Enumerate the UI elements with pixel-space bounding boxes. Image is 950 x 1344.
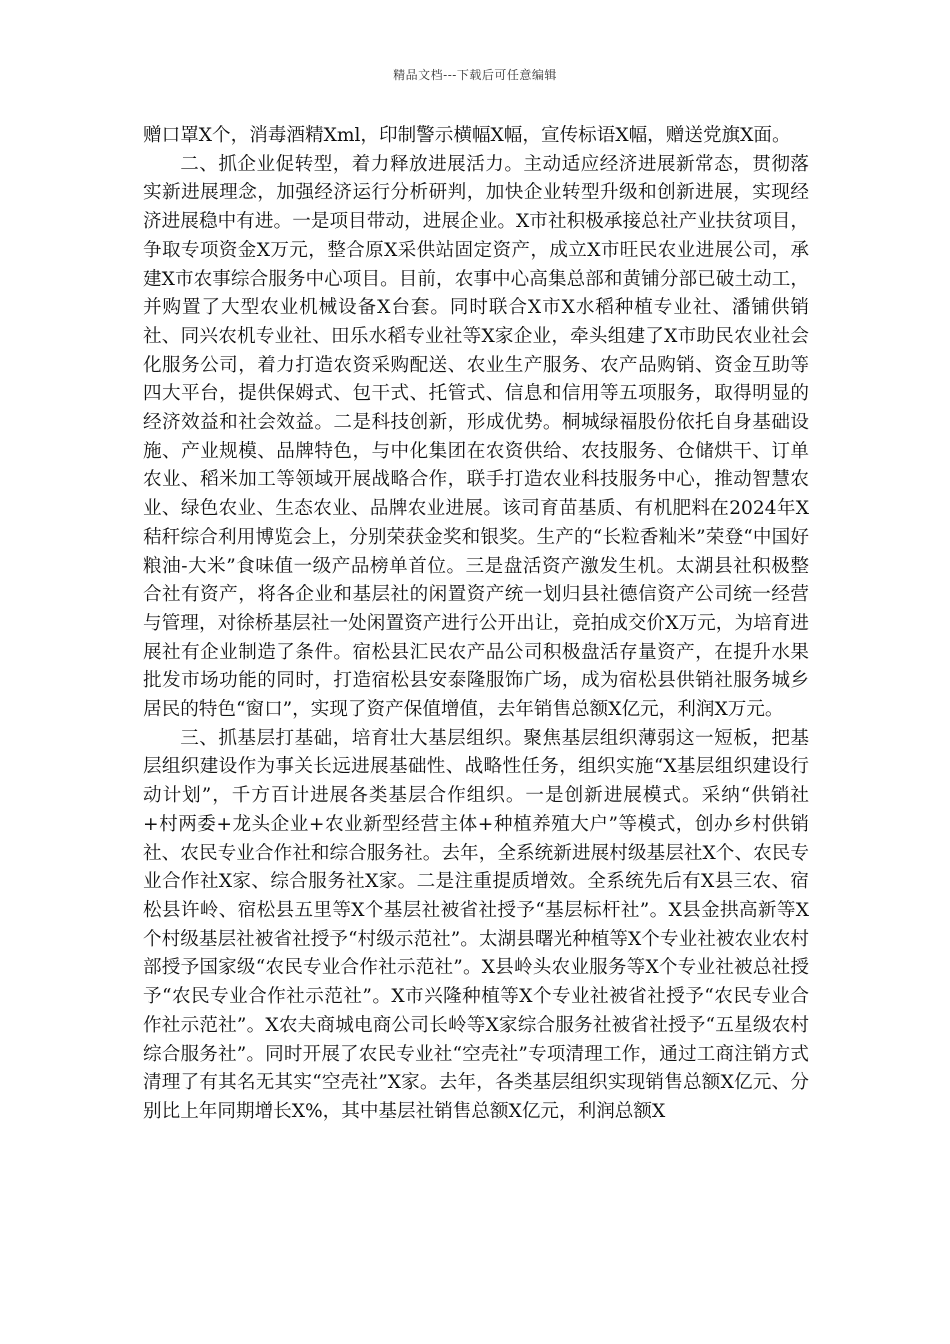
paragraph-2: 二、抓企业促转型，着力释放进展活力。主动适应经济进展新常态，贯彻落实新进展理念，加强经济运行分析研判，加快企业转型升级和创新进展，实现经济进展稳中有进。一是项目带动，进展企业。X市社积极承接总社产业扶贫项目，争取专项资金X万元，整合原X采供站固定资产，成立X市旺民农业进展公司，承建X市农事综合服务中心项目。目前，农事中心高集总部和黄铺分部已破土动工，并购置了大型农业机械设备X台套。同时联合X市X水稻种植专业社、潘铺供销社、同兴农机专业社、田乐水稻专业社等X家企业，牵头组建了X市助民农业社会化服务公司，着力打造农资采购配送、农业生产服务、农产品购销、资金互助等四大平台，提供保姆式、包干式、托管式、信息和信用等五项服务，取得明显的经济效益和社会效益。二是科技创新，形成优势。桐城绿福股份依托自身基础设施、产业规模、品牌特色，与中化集团在农资供给、农技服务、仓储烘干、订单农业、稻米加工等领域开展战略合作，联手打造农业科技服务中心，推动智慧农业、绿色农业、生态农业、品牌农业进展。该司育苗基质、有机肥料在2024年X秸秆综合利用博览会上，分别荣获金奖和银奖。生产的“长粒香籼米”荣登“中国好粮油-大米”食味值一级产品榜单首位。三是盘活资产激发生机。太湖县社积极整合社有资产，将各企业和基层社的闲置资产统一划归县社德信资产公司统一经营与管理，对徐桥基层社一处闲置资产进行公开出让，竞拍成交价X万元，为培育进展社有企业制造了条件。宿松县汇民农产品公司积极盘活存量资产，在提升水果批发市场功能的同时，打造宿松县安泰隆服饰广场，成为宿松县供销社服务城乡居民的特色“窗口”，实现了资产保值增值，去年销售总额X亿元，利润X万元。 <box>143 153 809 721</box>
paragraph-3: 三、抓基层打基础，培育壮大基层组织。聚焦基层组织薄弱这一短板，把基层组织建设作为事关长远进展基础性、战略性任务，组织实施“X基层组织建设行动计划”，千方百计进展各类基层合作组织。一是创新进展模式。采纳“供销社+村两委+龙头企业+农业新型经营主体+种植养殖大户”等模式，创办乡村供销社、农民专业合作社和综合服务社。去年，全系统新进展村级基层社X个、农民专业合作社X家、综合服务社X家。二是注重提质增效。全系统先后有X县三农、宿松县许岭、宿松县五里等X个基层社被省社授予“基层标杆社”。X县金拱高新等X个村级基层社被省社授予“村级示范社”。太湖县曙光种植等X个专业社被农业农村部授予国家级“农民专业合作社示范社”。X县岭头农业服务等X个专业社被总社授予“农民专业合作社示范社”。X市兴隆种植等X个专业社被省社授予“农民专业合作社示范社”。X农夫商城电商公司长岭等X家综合服务社被省社授予“五星级农村综合服务社”。同时开展了农民专业社“空壳社”专项清理工作，通过工商注销方式清理了有其名无其实“空壳社”X家。去年，各类基层组织实现销售总额X亿元、分别比上年同期增长X%，其中基层社销售总额X亿元，利润总额X <box>143 727 809 1122</box>
paragraph-1: 赠口罩X个，消毒酒精Xml，印制警示横幅X幅，宣传标语X幅，赠送党旗X面。 <box>143 125 791 146</box>
document-body <box>143 122 809 1127</box>
page-header: 精品文档---下载后可任意编辑 <box>393 68 557 82</box>
